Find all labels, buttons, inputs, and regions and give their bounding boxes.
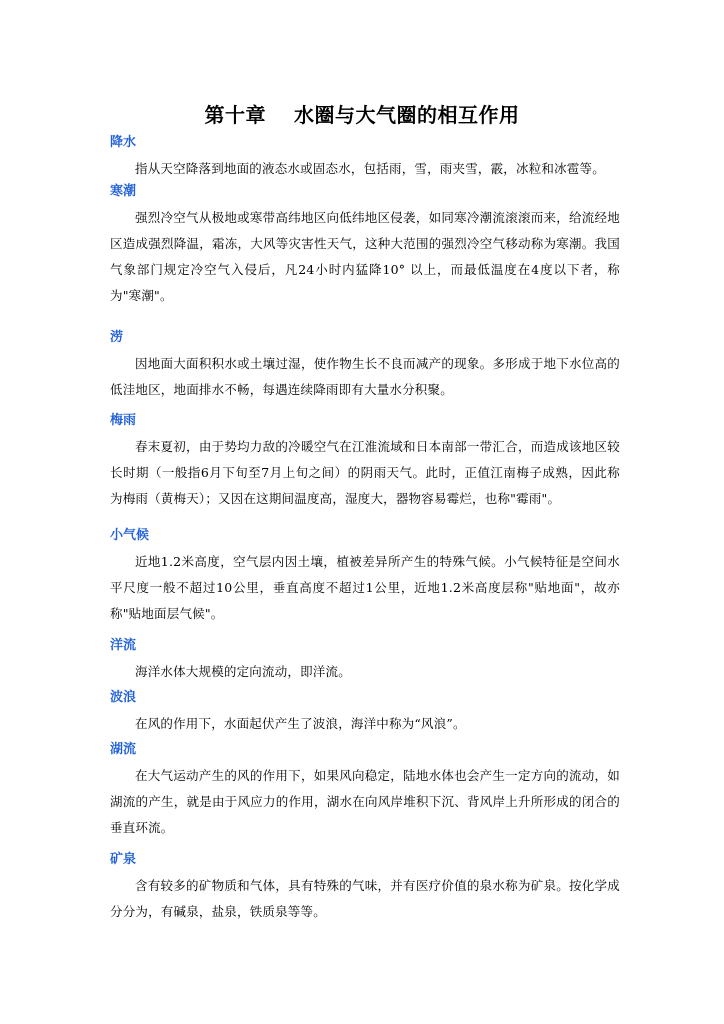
term-heading: 矿泉: [110, 852, 137, 867]
term-heading: 洋流: [110, 638, 137, 653]
term-heading: 小气候: [110, 528, 150, 543]
term-heading: 涝: [110, 330, 124, 345]
entry-plum-rain: [110, 411, 620, 512]
entry-microclimate: [110, 526, 620, 627]
entry-wave: [110, 688, 620, 737]
term-definition: 海洋水体大规模的定向流动，即洋流。: [135, 664, 351, 679]
chapter-title: 第十章 水圈与大气圈的相互作用: [204, 103, 520, 127]
entry-cold-wave: [110, 182, 620, 309]
entry-lake-current: [110, 740, 620, 841]
term-definition: 因地面大面积积水或土壤过湿，使作物生长不良而减产的现象。多形成于地下水位高的低洼地区，地面排水不畅，每遇连续降雨即有大量水分积聚。: [110, 356, 620, 397]
term-definition: 在风的作用下，水面起伏产生了波浪，海洋中称为“风浪”。: [135, 716, 466, 731]
entry-mineral-spring: [110, 850, 620, 925]
entry-waterlogging: [110, 328, 620, 403]
entry-precipitation: [110, 133, 620, 182]
term-heading: 寒潮: [110, 184, 137, 199]
term-heading: 波浪: [110, 690, 137, 705]
term-definition: 春末夏初，由于势均力敌的冷暖空气在江淮流域和日本南部一带汇合，而造成该地区较长时期（一般指6月下旬至7月上旬之间）的阴雨天气。此时，正值江南梅子成熟，因此称为梅雨（黄梅天）；又因在这期间温度高，湿度大，器物容易霉烂，也称"霉雨"。: [110, 439, 620, 506]
term-heading: 梅雨: [110, 413, 137, 428]
term-heading: 降水: [110, 135, 137, 150]
term-definition: 强烈冷空气从极地或寒带高纬地区向低纬地区侵袭，如同寒冷潮流滚滚而来，给流经地区造成强烈降温，霜冻，大风等灾害性天气，这种大范围的强烈冷空气移动称为寒潮。我国气象部门规定冷空气入侵后，凡24小时内猛降10° 以上，而最低温度在4度以下者，称为"寒潮"。: [110, 210, 620, 303]
entry-ocean-current: [110, 636, 620, 685]
term-definition: 在大气运动产生的风的作用下，如果风向稳定，陆地水体也会产生一定方向的流动，如湖流的产生，就是由于风应力的作用，湖水在向风岸堆积下沉、背风岸上升所形成的闭合的垂直环流。: [110, 768, 620, 835]
term-definition: 含有较多的矿物质和气体，具有特殊的气味，并有医疗价值的泉水称为矿泉。按化学成分分为，有碱泉，盐泉，铁质泉等等。: [110, 878, 620, 919]
term-definition: 指从天空降落到地面的液态水或固态水，包括雨，雪，雨夹雪，霰，冰粒和冰雹等。: [135, 161, 605, 176]
term-definition: 近地1.2米高度，空气层内因土壤，植被差异所产生的特殊气候。小气候特征是空间水平尺度一般不超过10公里，垂直高度不超过1公里，近地1.2米高度层称"贴地面"，故亦称"贴地面层气候"。: [110, 554, 620, 621]
term-heading: 湖流: [110, 742, 137, 757]
